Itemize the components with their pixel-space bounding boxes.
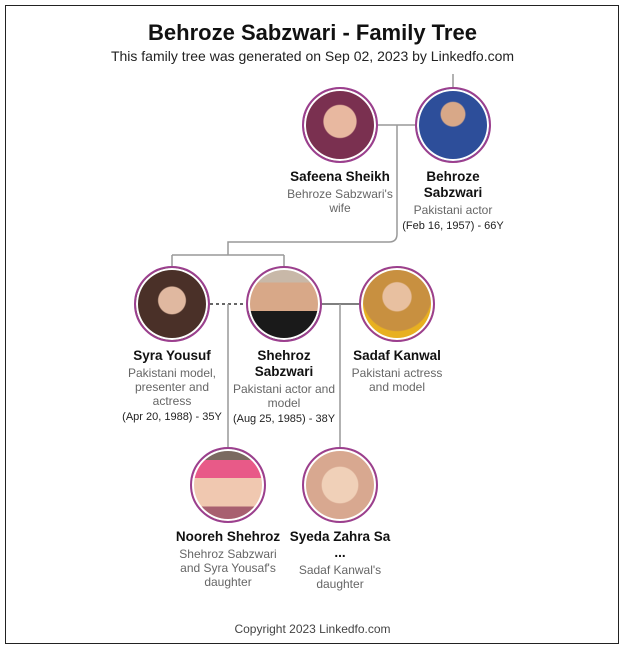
page-title: Behroze Sabzwari - Family Tree [148,20,477,45]
person-text [174,529,282,589]
person-name: Behroze Sabzwari [423,169,483,200]
avatar [359,266,435,342]
person-name: Nooreh Shehroz [175,529,281,544]
person-name: Safeena Sheikh [290,169,390,184]
person-desc: Pakistani actress and model [351,366,443,394]
person-text [286,529,394,591]
avatar [134,266,210,342]
page-subtitle: This family tree was generated on Sep 02, 2023 by Linkedfo.com [110,48,515,64]
avatar [302,447,378,523]
person-desc: Shehroz Sabzwari and Syra Yousaf's daughter [179,547,277,589]
person-desc: Pakistani model, presenter and actress [127,366,217,408]
person-desc: Pakistani actor and model [232,382,336,410]
copyright: Copyright 2023 Linkedfo.com [234,622,391,636]
person-name: Syeda Zahra Sa ... [289,529,391,560]
person-desc: Behroze Sabzwari's wife [287,187,393,215]
person-text [230,348,338,426]
avatar [302,87,378,163]
avatar [190,447,266,523]
person-text [343,348,451,394]
person-name: Sadaf Kanwal [353,348,441,363]
avatar [246,266,322,342]
person-dates: (Aug 25, 1985) - 38Y [232,413,336,425]
person-text [118,348,226,424]
person-name: Syra Yousuf [133,348,211,363]
person-text [286,169,394,215]
person-dates: (Feb 16, 1957) - 66Y [402,220,504,232]
avatar [415,87,491,163]
person-desc: Sadaf Kanwal's daughter [298,563,382,591]
person-dates: (Apr 20, 1988) - 35Y [122,411,222,423]
person-text [399,169,507,233]
person-desc: Pakistani actor [413,203,493,217]
person-name: Shehroz Sabzwari [254,348,314,379]
